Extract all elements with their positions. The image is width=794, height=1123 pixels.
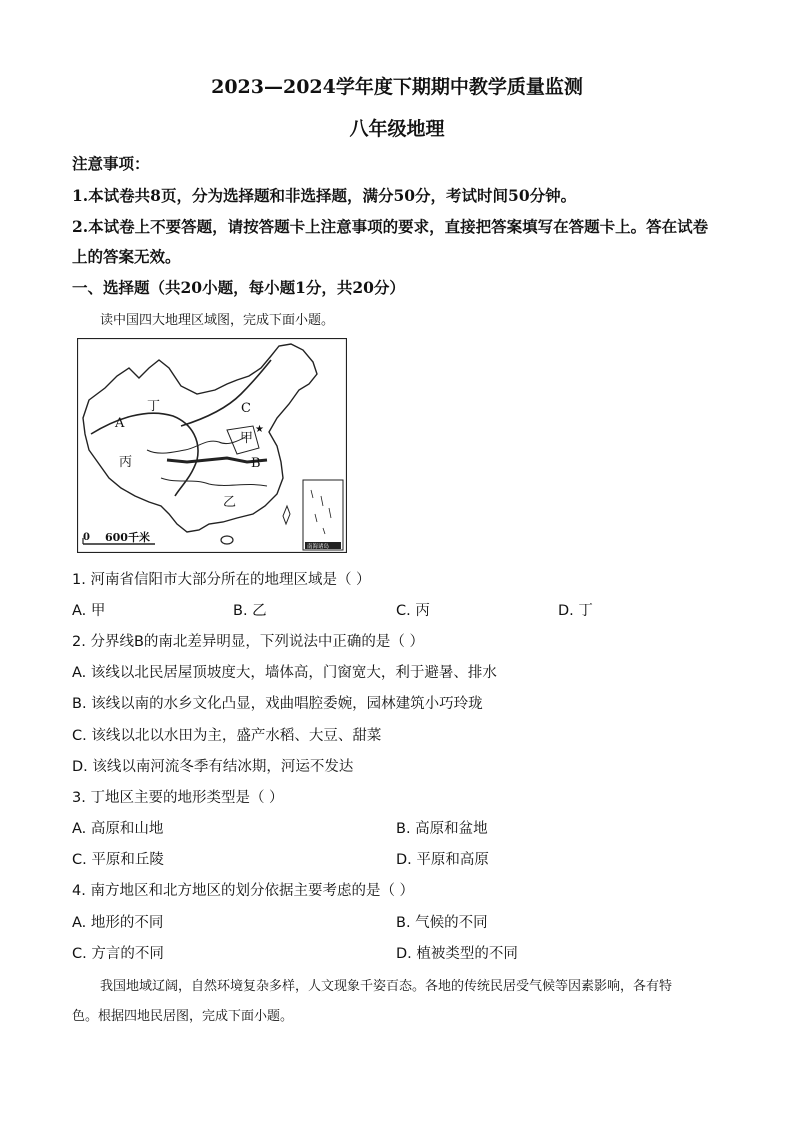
q3-option-a[interactable]: A. 高原和山地 [72, 821, 164, 837]
notice-item-1: 1.本试卷共8页，分为选择题和非选择题，满分50分，考试时间50分钟。 [72, 186, 577, 205]
passage-2-line-2: 色。根据四地民居图，完成下面小题。 [72, 1009, 294, 1024]
capital-star-icon: ★ [255, 424, 264, 435]
q4-option-c[interactable]: C. 方言的不同 [72, 946, 164, 962]
notice-item-2-line-1: 2.本试卷上不要答题，请按答题卡上注意事项的要求，直接把答案填写在答题卡上。答在试卷 [72, 217, 709, 236]
notice-heading: 注意事项： [72, 154, 150, 173]
q3-option-d[interactable]: D. 平原和高原 [396, 852, 489, 868]
q1-option-d[interactable]: D. 丁 [558, 603, 593, 619]
question-4-stem: 4. 南方地区和北方地区的划分依据主要考虑的是（ ） [72, 883, 415, 899]
q4-option-d[interactable]: D. 植被类型的不同 [396, 946, 518, 962]
question-3-stem: 3. 丁地区主要的地形类型是（ ） [72, 790, 284, 806]
q2-option-d[interactable]: D. 该线以南河流冬季有结冰期，河运不发达 [72, 759, 354, 775]
q2-option-b[interactable]: B. 该线以南的水乡文化凸显，戏曲唱腔委婉，园林建筑小巧玲珑 [72, 696, 483, 712]
q2-option-a[interactable]: A. 该线以北民居屋顶坡度大，墙体高，门窗宽大，利于避暑、排水 [72, 665, 497, 681]
q3-option-b[interactable]: B. 高原和盆地 [396, 821, 488, 837]
exam-title: 2023—2024学年度下期期中教学质量监测 [211, 76, 583, 98]
map-label-bing: 丙 [119, 455, 133, 470]
question-1-stem: 1. 河南省信阳市大部分所在的地理区域是（ ） [72, 572, 371, 588]
map-label-B: B [251, 456, 261, 471]
q1-option-a[interactable]: A. 甲 [72, 603, 106, 619]
question-2-stem: 2. 分界线B的南北差异明显，下列说法中正确的是（ ） [72, 634, 424, 650]
map-label-C: C [241, 401, 251, 416]
q4-option-b[interactable]: B. 气候的不同 [396, 915, 488, 931]
passage-2-line-1: 我国地域辽阔，自然环境复杂多样，人文现象千姿百态。各地的传统民居受气候等因素影响，各有特 [100, 979, 673, 994]
q3-option-c[interactable]: C. 平原和丘陵 [72, 852, 164, 868]
section-1-heading: 一、选择题（共20小题，每小题1分，共20分） [72, 278, 405, 297]
map-label-yi: 乙 [223, 495, 237, 510]
inset-label: 南海诸岛 [307, 544, 330, 550]
q1-option-b[interactable]: B. 乙 [233, 603, 267, 619]
scale-label: 600千米 [105, 531, 150, 544]
q1-option-c[interactable]: C. 丙 [396, 603, 430, 619]
notice-item-2-line-2: 上的答案无效。 [72, 247, 181, 266]
map-label-jia: 甲 [240, 431, 254, 446]
map-label-ding: 丁 [147, 399, 161, 414]
q2-option-c[interactable]: C. 该线以北以水田为主，盛产水稻、大豆、甜菜 [72, 728, 382, 744]
scale-zero: 0 [83, 532, 90, 543]
section-1-intro: 读中国四大地理区域图，完成下面小题。 [100, 313, 335, 328]
exam-subtitle: 八年级地理 [349, 118, 445, 140]
map-label-A: A [115, 416, 125, 431]
q4-option-a[interactable]: A. 地形的不同 [72, 915, 164, 931]
china-regions-map [77, 338, 347, 553]
